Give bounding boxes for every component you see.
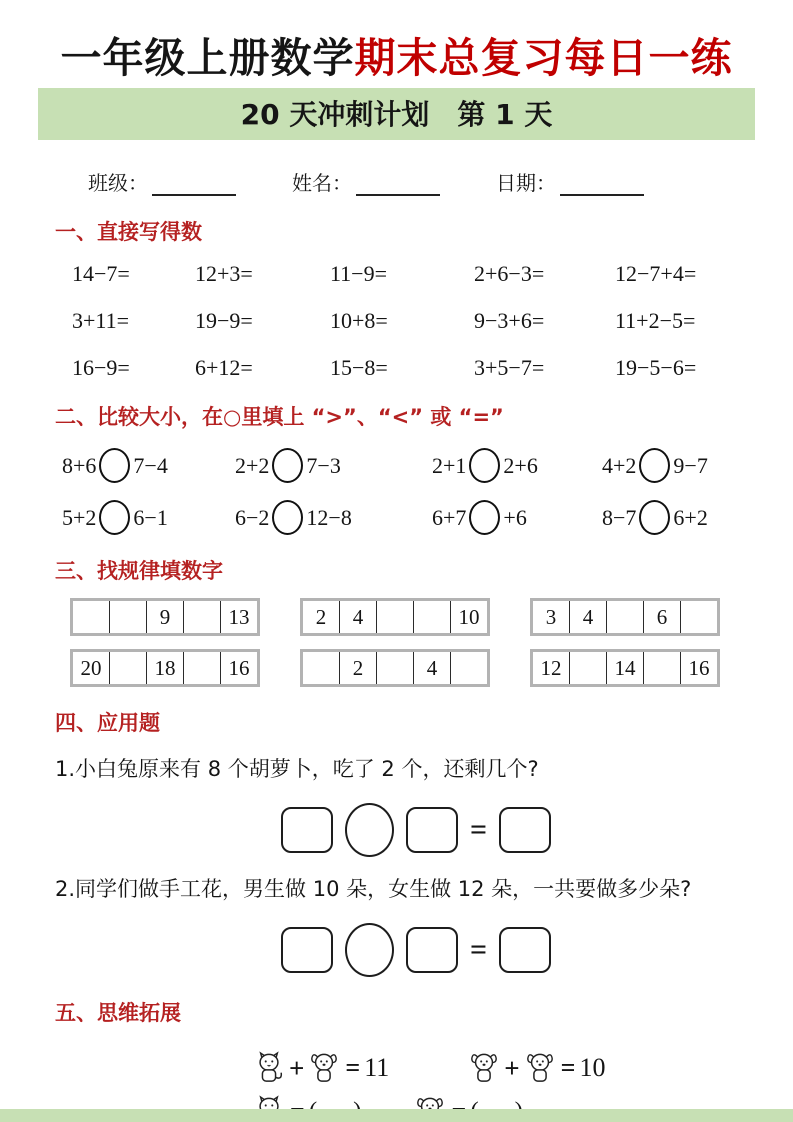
- pattern-cell[interactable]: [110, 651, 147, 686]
- equation-result: 10: [579, 1053, 606, 1083]
- class-label: 班级：: [88, 171, 148, 196]
- word-problem-1: 1.小白兔原来有 8 个胡萝卜，吃了 2 个，还剩几个?: [55, 757, 539, 782]
- equals-sign: =: [470, 813, 488, 847]
- pattern-cell[interactable]: [681, 600, 719, 635]
- pattern-cell[interactable]: [414, 600, 451, 635]
- compare-right: 9−7: [673, 452, 708, 478]
- section1-heading: 一、直接写得数: [55, 220, 202, 245]
- arith-problem[interactable]: 16−9=: [72, 355, 130, 381]
- pattern-cell: 4: [340, 600, 377, 635]
- pattern-cell[interactable]: [451, 651, 489, 686]
- name-blank-line[interactable]: [356, 174, 440, 196]
- compare-left: 2+2: [235, 452, 270, 478]
- pattern-cell: 10: [451, 600, 489, 635]
- class-field: [88, 167, 236, 196]
- arith-problem[interactable]: 12+3=: [195, 261, 253, 287]
- dog-icon: [525, 1051, 555, 1085]
- operator-circle[interactable]: [345, 923, 394, 977]
- arith-problem[interactable]: 12−7+4=: [615, 261, 697, 287]
- compare-circle[interactable]: [639, 448, 670, 483]
- pattern-table: [300, 649, 490, 687]
- compare-item: [62, 448, 235, 483]
- arith-problem[interactable]: 15−8=: [330, 355, 388, 381]
- compare-circle[interactable]: [469, 500, 500, 535]
- compare-circle[interactable]: [639, 500, 670, 535]
- pattern-cell: 6: [644, 600, 681, 635]
- pattern-table: [70, 598, 260, 636]
- answer-box[interactable]: [499, 807, 551, 853]
- compare-item: [602, 500, 793, 535]
- footer-green-bar: [0, 1109, 793, 1122]
- pattern-cell[interactable]: [644, 651, 681, 686]
- answer-row-1: [281, 803, 793, 857]
- banner-day-plan: 20 天冲刺计划 第 1 天: [38, 88, 755, 140]
- answer-row-2: [281, 923, 793, 977]
- compare-right: 12−8: [306, 504, 352, 530]
- section3-heading: 三、找规律填数字: [55, 559, 223, 584]
- arith-problem[interactable]: 9−3+6=: [474, 308, 545, 334]
- arith-problem[interactable]: 6+12=: [195, 355, 253, 381]
- arith-problem[interactable]: 10+8=: [330, 308, 388, 334]
- compare-left: 8−7: [602, 504, 637, 530]
- answer-box[interactable]: [406, 807, 458, 853]
- compare-item: [235, 500, 432, 535]
- student-info-row: [88, 167, 793, 196]
- arith-problem[interactable]: 11+2−5=: [615, 308, 696, 334]
- arith-problem[interactable]: 2+6−3=: [474, 261, 545, 287]
- answer-box[interactable]: [406, 927, 458, 973]
- pattern-cell: 13: [221, 600, 259, 635]
- pattern-cell: 2: [340, 651, 377, 686]
- equation-result: 11: [364, 1053, 390, 1083]
- pattern-cell[interactable]: [377, 600, 414, 635]
- word-problem-2: 2.同学们做手工花，男生做 10 朵，女生做 12 朵，一共要做多少朵?: [55, 877, 692, 902]
- compare-circle[interactable]: [272, 448, 303, 483]
- compare-row: [62, 500, 793, 535]
- pattern-cell: 4: [570, 600, 607, 635]
- pattern-cell[interactable]: [570, 651, 607, 686]
- arith-problem[interactable]: 19−5−6=: [615, 355, 697, 381]
- name-field: [292, 167, 440, 196]
- equals-sign: =: [345, 1053, 361, 1083]
- pattern-cell: 2: [302, 600, 340, 635]
- section2-heading: 二、比较大小，在○里填上 “>”、“<” 或 “=”: [55, 405, 504, 430]
- pattern-cell: 20: [72, 651, 110, 686]
- compare-right: 6−1: [133, 504, 168, 530]
- pattern-tables-row: [70, 649, 793, 687]
- pattern-cell[interactable]: [184, 600, 221, 635]
- compare-left: 2+1: [432, 452, 467, 478]
- equals-sign: =: [560, 1053, 576, 1083]
- pattern-table: [70, 649, 260, 687]
- compare-circle[interactable]: [469, 448, 500, 483]
- compare-row: [62, 448, 793, 483]
- date-field: [496, 167, 644, 196]
- pattern-cell[interactable]: [377, 651, 414, 686]
- plus-sign: +: [289, 1052, 305, 1083]
- pattern-table: [530, 649, 720, 687]
- compare-right: 2+6: [503, 452, 538, 478]
- animal-equation-line-1: [252, 1051, 793, 1085]
- pattern-cell: 14: [607, 651, 644, 686]
- arith-problem[interactable]: 11−9=: [330, 261, 387, 287]
- compare-circle[interactable]: [99, 448, 130, 483]
- compare-item: [432, 448, 602, 483]
- compare-item: [62, 500, 235, 535]
- title-red-part: 期末总复习每日一练: [354, 34, 733, 82]
- pattern-cell[interactable]: [110, 600, 147, 635]
- plus-sign: +: [504, 1052, 520, 1083]
- answer-box[interactable]: [281, 927, 333, 973]
- operator-circle[interactable]: [345, 803, 394, 857]
- compare-left: 6+7: [432, 504, 467, 530]
- pattern-cell: 16: [221, 651, 259, 686]
- compare-item: [235, 448, 432, 483]
- pattern-cell[interactable]: [72, 600, 110, 635]
- pattern-cell: 12: [532, 651, 570, 686]
- answer-box[interactable]: [281, 807, 333, 853]
- dog-icon: [469, 1051, 499, 1085]
- section5-heading: 五、思维拓展: [55, 1001, 181, 1026]
- name-label: 姓名：: [292, 171, 352, 196]
- title-black-part: 一年级上册数学: [60, 34, 355, 82]
- section4-heading: 四、应用题: [55, 711, 160, 736]
- compare-left: 8+6: [62, 452, 97, 478]
- compare-right: +6: [503, 504, 527, 530]
- arith-problem[interactable]: 3+5−7=: [474, 355, 545, 381]
- dog-icon: [309, 1051, 339, 1085]
- arith-problem[interactable]: 19−9=: [195, 308, 253, 334]
- cat-icon: [254, 1051, 284, 1085]
- compare-right: 7−4: [133, 452, 168, 478]
- pattern-cell[interactable]: [607, 600, 644, 635]
- arith-problem[interactable]: 3+11=: [72, 308, 129, 334]
- arithmetic-grid: [72, 261, 793, 381]
- pattern-cell: 18: [147, 651, 184, 686]
- pattern-table: [300, 598, 490, 636]
- compare-item: [432, 500, 602, 535]
- date-label: 日期：: [496, 171, 556, 196]
- compare-circle[interactable]: [99, 500, 130, 535]
- compare-left: 4+2: [602, 452, 637, 478]
- compare-circle[interactable]: [272, 500, 303, 535]
- compare-right: 6+2: [673, 504, 708, 530]
- pattern-cell: 3: [532, 600, 570, 635]
- compare-left: 6−2: [235, 504, 270, 530]
- class-blank-line[interactable]: [152, 174, 236, 196]
- answer-box[interactable]: [499, 927, 551, 973]
- compare-left: 5+2: [62, 504, 97, 530]
- pattern-table: [530, 598, 720, 636]
- page-title: [0, 34, 793, 83]
- date-blank-line[interactable]: [560, 174, 644, 196]
- arith-problem[interactable]: 14−7=: [72, 261, 130, 287]
- compare-item: [602, 448, 793, 483]
- pattern-tables-row: [70, 598, 793, 636]
- equals-sign: =: [470, 933, 488, 967]
- pattern-cell: 9: [147, 600, 184, 635]
- compare-right: 7−3: [306, 452, 341, 478]
- pattern-cell[interactable]: [302, 651, 340, 686]
- pattern-cell: 16: [681, 651, 719, 686]
- pattern-cell: 4: [414, 651, 451, 686]
- pattern-cell[interactable]: [184, 651, 221, 686]
